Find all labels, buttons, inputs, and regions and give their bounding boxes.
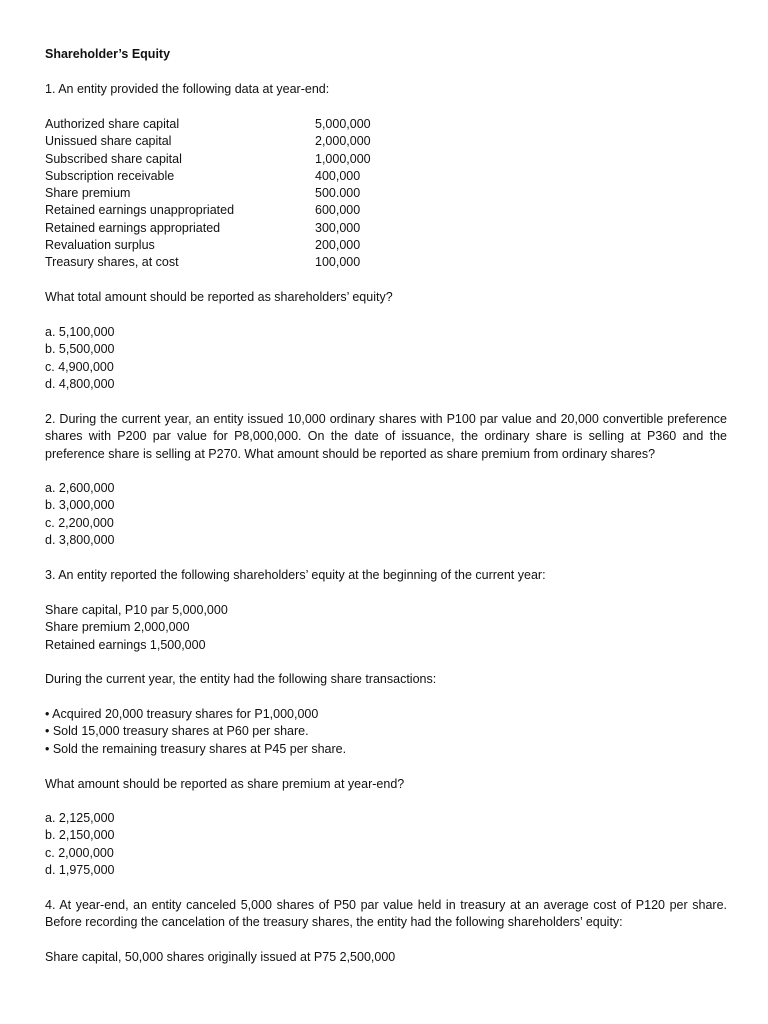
row-label: Retained earnings unappropriated xyxy=(45,203,235,218)
answer-option: b. 3,000,000 xyxy=(45,498,115,513)
row-value: 5,000,000 xyxy=(315,117,371,131)
row-label: Retained earnings appropriated xyxy=(45,220,221,235)
question-3-question: What amount should be reported as share premium at year-end? xyxy=(45,777,405,791)
table-row xyxy=(45,116,727,133)
question-1-question: What total amount should be reported as shareholders’ equity? xyxy=(45,290,393,304)
row-label: Subscribed share capital xyxy=(45,151,182,166)
table-row xyxy=(45,237,727,254)
row-value: 500.000 xyxy=(315,186,361,201)
row-label: Revaluation surplus xyxy=(45,238,155,253)
answer-option: c. 2,000,000 xyxy=(45,845,114,860)
row-value: 400,000 xyxy=(315,168,361,183)
row-label: Treasury shares, at cost xyxy=(45,255,179,270)
row-label: Subscription receivable xyxy=(45,168,175,183)
row-label: Authorized share capital xyxy=(45,117,180,131)
table-row xyxy=(45,254,727,271)
transaction-bullet: • Sold 15,000 treasury shares at P60 per share. xyxy=(45,724,309,739)
table-row xyxy=(45,220,727,237)
document-title: Shareholder’s Equity xyxy=(45,47,171,61)
question-1-options xyxy=(45,324,727,393)
row-label: Share premium xyxy=(45,186,131,201)
transaction-bullet: • Acquired 20,000 treasury shares for P1,000,000 xyxy=(45,707,319,721)
table-row xyxy=(45,185,727,202)
row-value: 100,000 xyxy=(315,255,361,270)
row-value: 600,000 xyxy=(315,203,361,218)
row-value: 2,000,000 xyxy=(315,134,371,149)
question-4-equity-item: Share capital, 50,000 shares originally issued at P75 2,500,000 xyxy=(45,950,396,964)
row-value: 1,000,000 xyxy=(315,151,371,166)
equity-item: Share premium 2,000,000 xyxy=(45,620,190,635)
question-3-transactions-list xyxy=(45,706,727,758)
answer-option: d. 1,975,000 xyxy=(45,862,115,877)
answer-option: a. 5,100,000 xyxy=(45,325,115,339)
answer-option: b. 2,150,000 xyxy=(45,828,115,843)
table-row xyxy=(45,151,727,168)
question-2-prompt: 2. During the current year, an entity issued 10,000 ordinary shares with P100 par value and 20,000 convertible preference shares with P200 par value for P8,000,000. On the date of issuance, the ordinary share is selling at P360 and the preference share is selling at P270. What amount should be reported as share premium from ordinary shares? xyxy=(45,412,727,461)
answer-option: c. 2,200,000 xyxy=(45,515,114,530)
question-1-data-table xyxy=(45,116,727,272)
equity-item: Share capital, P10 par 5,000,000 xyxy=(45,603,228,617)
transaction-bullet: • Sold the remaining treasury shares at P45 per share. xyxy=(45,741,347,756)
answer-option: d. 3,800,000 xyxy=(45,532,115,547)
table-row xyxy=(45,168,727,185)
answer-option: c. 4,900,000 xyxy=(45,359,114,374)
table-row xyxy=(45,133,727,150)
answer-option: b. 5,500,000 xyxy=(45,342,115,357)
answer-option: d. 4,800,000 xyxy=(45,376,115,391)
question-2-options xyxy=(45,480,727,549)
question-4-prompt: 4. At year-end, an entity canceled 5,000 shares of P50 par value held in treasury at an average cost of P120 per share. Before recording the cancelation of the treasury shares, the entity had the following shareholders’ equity: xyxy=(45,898,727,930)
answer-option: a. 2,600,000 xyxy=(45,481,115,495)
row-label: Unissued share capital xyxy=(45,134,172,149)
row-value: 200,000 xyxy=(315,238,361,253)
table-row xyxy=(45,202,727,219)
row-value: 300,000 xyxy=(315,220,361,235)
question-3-transactions-intro: During the current year, the entity had the following share transactions: xyxy=(45,672,437,686)
answer-option: a. 2,125,000 xyxy=(45,811,115,825)
equity-item: Retained earnings 1,500,000 xyxy=(45,637,206,652)
question-3-options xyxy=(45,810,727,879)
question-3-prompt: 3. An entity reported the following shareholders’ equity at the beginning of the current year: xyxy=(45,568,546,582)
question-1-prompt: 1. An entity provided the following data at year-end: xyxy=(45,82,330,96)
question-3-equity-items xyxy=(45,602,727,654)
